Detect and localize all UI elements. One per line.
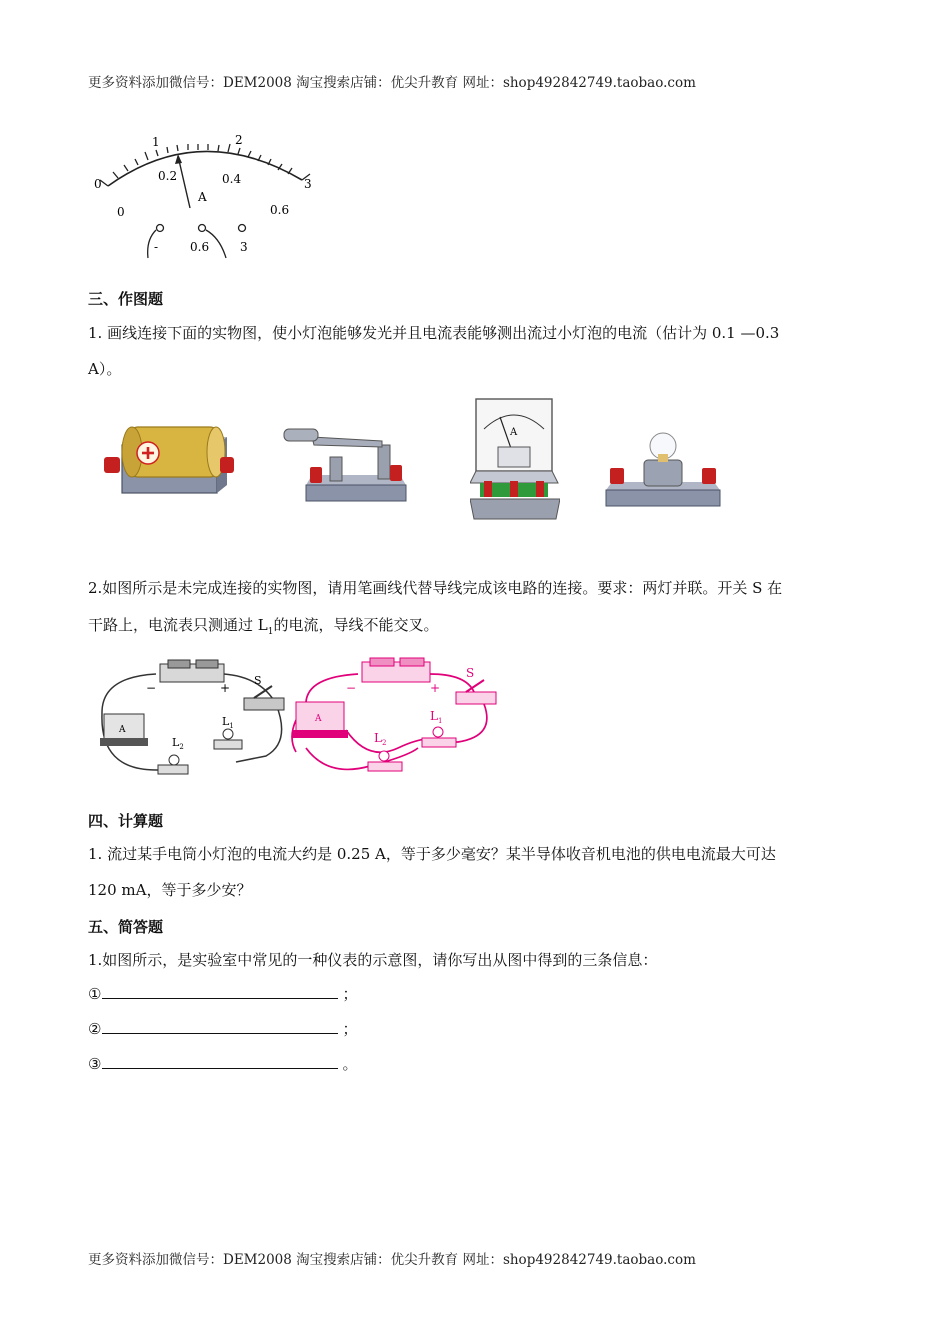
answer-plus: +: [430, 681, 441, 695]
page-header: 更多资料添加微信号：DEM2008 淘宝搜索店铺：优尖升教育 网址：shop492842749.taobao.com: [88, 75, 696, 91]
answer-marker-1: ①: [88, 985, 102, 1003]
section3-q1-line2: A）。: [88, 360, 122, 378]
answer-lamp2-letter: L: [374, 731, 382, 745]
terminal-minus: -: [154, 240, 159, 254]
scale-mid-1: 0.4: [222, 172, 242, 186]
scale-top-2: 2: [235, 133, 243, 147]
answer-blank-3[interactable]: [102, 1052, 338, 1069]
scale-top-0: 0: [94, 177, 102, 191]
scale-unit: A: [198, 190, 207, 204]
ammeter-unit: A: [510, 427, 518, 438]
ammeter-scale-figure: [90, 128, 330, 263]
lamp2-letter: L: [172, 736, 180, 749]
q2-text-b: 的电流，导线不能交叉。: [273, 616, 439, 634]
answer-lamp1-letter: L: [430, 709, 438, 723]
answer-marker-2: ②: [88, 1020, 102, 1038]
terminal-0-6: 0.6: [190, 240, 210, 254]
section3-q1-line1: 1. 画线连接下面的实物图，使小灯泡能够发光并且电流表能够测出流过小灯泡的电流（估计为 0.1 —0.3: [88, 324, 780, 342]
circuit-minus: −: [146, 681, 157, 695]
scale-top-1: 1: [152, 135, 160, 149]
lamp1-letter: L: [222, 715, 230, 728]
answer-lamp2-label: [374, 731, 386, 747]
battery-illustration: [102, 415, 237, 495]
answer-blank-1[interactable]: [102, 982, 338, 999]
circuit-switch-label: S: [254, 674, 262, 687]
answer-end-1: ；: [342, 985, 358, 1003]
answer-line-3: [88, 1046, 357, 1082]
section4-q1-line2: 120 mA，等于多少安？: [88, 881, 252, 899]
bulb-illustration: [604, 432, 722, 507]
circuit-answer: [288, 652, 498, 780]
circuit-plus: +: [220, 681, 231, 695]
circuit-ammeter-label: A: [119, 725, 126, 735]
section5-title: 五、简答题: [88, 918, 164, 936]
section3-q2-line2: [88, 607, 438, 650]
answer-end-3: 。: [342, 1055, 358, 1073]
answer-switch-label: S: [466, 666, 475, 680]
answer-lamp1-sub: 1: [437, 717, 443, 725]
answer-minus: −: [346, 681, 357, 695]
circuit-unconnected: [96, 652, 296, 780]
page-footer: 更多资料添加微信号：DEM2008 淘宝搜索店铺：优尖升教育 网址：shop492842749.taobao.com: [88, 1252, 696, 1268]
q2-text-a: 干路上，电流表只测通过 L: [88, 616, 268, 634]
section4-title: 四、计算题: [88, 812, 164, 830]
lamp2-sub: 2: [179, 743, 184, 751]
answer-lamp2-sub: 2: [381, 739, 387, 747]
answer-marker-3: ③: [88, 1055, 102, 1073]
ammeter-illustration: [470, 395, 560, 525]
lamp1-sub: 1: [229, 722, 234, 730]
answer-end-2: ；: [342, 1020, 358, 1038]
section4-q1-line1: 1. 流过某手电筒小灯泡的电流大约是 0.25 A，等于多少毫安？某半导体收音机电池的供电电流最大可达: [88, 845, 776, 863]
scale-bottom-1: 0.6: [270, 203, 290, 217]
scale-bottom-0: 0: [117, 205, 125, 219]
circuit-lamp1-label: [222, 715, 234, 730]
answer-lamp1-label: [430, 709, 442, 725]
scale-top-3: 3: [304, 177, 312, 191]
section3-q2-line1: 2.如图所示是未完成连接的实物图，请用笔画线代替导线完成该电路的连接。要求：两灯并联。开关 S 在: [88, 579, 783, 597]
answer-ammeter-label: A: [315, 714, 322, 724]
answer-line-1: [88, 976, 357, 1012]
q2-text-sub: 1: [267, 627, 274, 637]
circuit-lamp2-label: [172, 736, 184, 751]
switch-illustration: [282, 415, 412, 503]
section5-q1: 1.如图所示，是实验室中常见的一种仪表的示意图，请你写出从图中得到的三条信息：: [88, 951, 658, 969]
terminal-3: 3: [240, 240, 248, 254]
answer-blank-2[interactable]: [102, 1017, 338, 1034]
section3-title: 三、作图题: [88, 290, 164, 308]
scale-mid-0: 0.2: [158, 169, 178, 183]
answer-line-2: [88, 1011, 357, 1047]
